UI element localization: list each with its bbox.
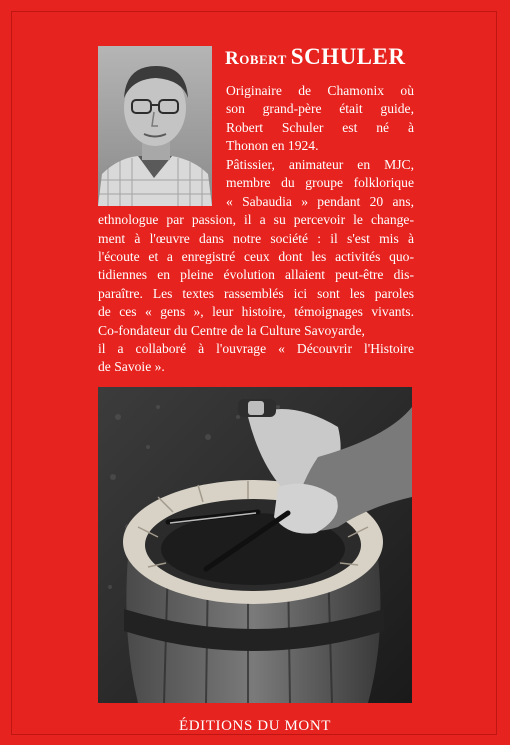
- bio-line: son grand-père était guide,: [226, 101, 414, 117]
- barrel-photo: [98, 387, 412, 703]
- bio-line: Co-fondateur du Centre de la Culture Savoyarde,: [98, 322, 365, 338]
- bio-line: Thonon en 1924.: [226, 138, 319, 154]
- bio-intro: [226, 82, 414, 156]
- bio-line: l'écoute et a enregistré ceux dont les activités quo-: [98, 249, 414, 265]
- bio-line: Pâtissier, animateur en MJC,: [226, 157, 414, 172]
- bio-line: ethnologue par passion, il a su percevoir le change-: [98, 212, 414, 228]
- bio-line: Robert Schuler est né à: [226, 119, 414, 135]
- bio-line: de Savoie ».: [98, 359, 165, 375]
- author-last-name: SCHULER: [290, 44, 406, 69]
- bio-line: ment à l'œuvre dans notre société : il s'est mis à: [98, 230, 414, 246]
- bio-line: Originaire de Chamonix où: [226, 83, 414, 98]
- bio-line: tidiennes en pleine évolution allaient peut-être dis-: [98, 267, 414, 283]
- bio-line: il a collaboré à l'ouvrage « Découvrir l'Histoire: [98, 341, 414, 357]
- bio-line: membre du groupe folklorique: [226, 175, 414, 191]
- bio-line: paraître. Les textes rassemblés ici sont les paroles: [98, 285, 414, 301]
- bio-body: [98, 156, 414, 377]
- author-name: [225, 44, 405, 70]
- publisher-name: ÉDITIONS DU MONT: [178, 718, 332, 734]
- author-first-name: Robert: [225, 48, 287, 69]
- bio-line: de ces « gens », leur histoire, témoignages vivants.: [98, 304, 414, 320]
- bio-line: « Sabaudia » pendant 20 ans,: [226, 193, 414, 209]
